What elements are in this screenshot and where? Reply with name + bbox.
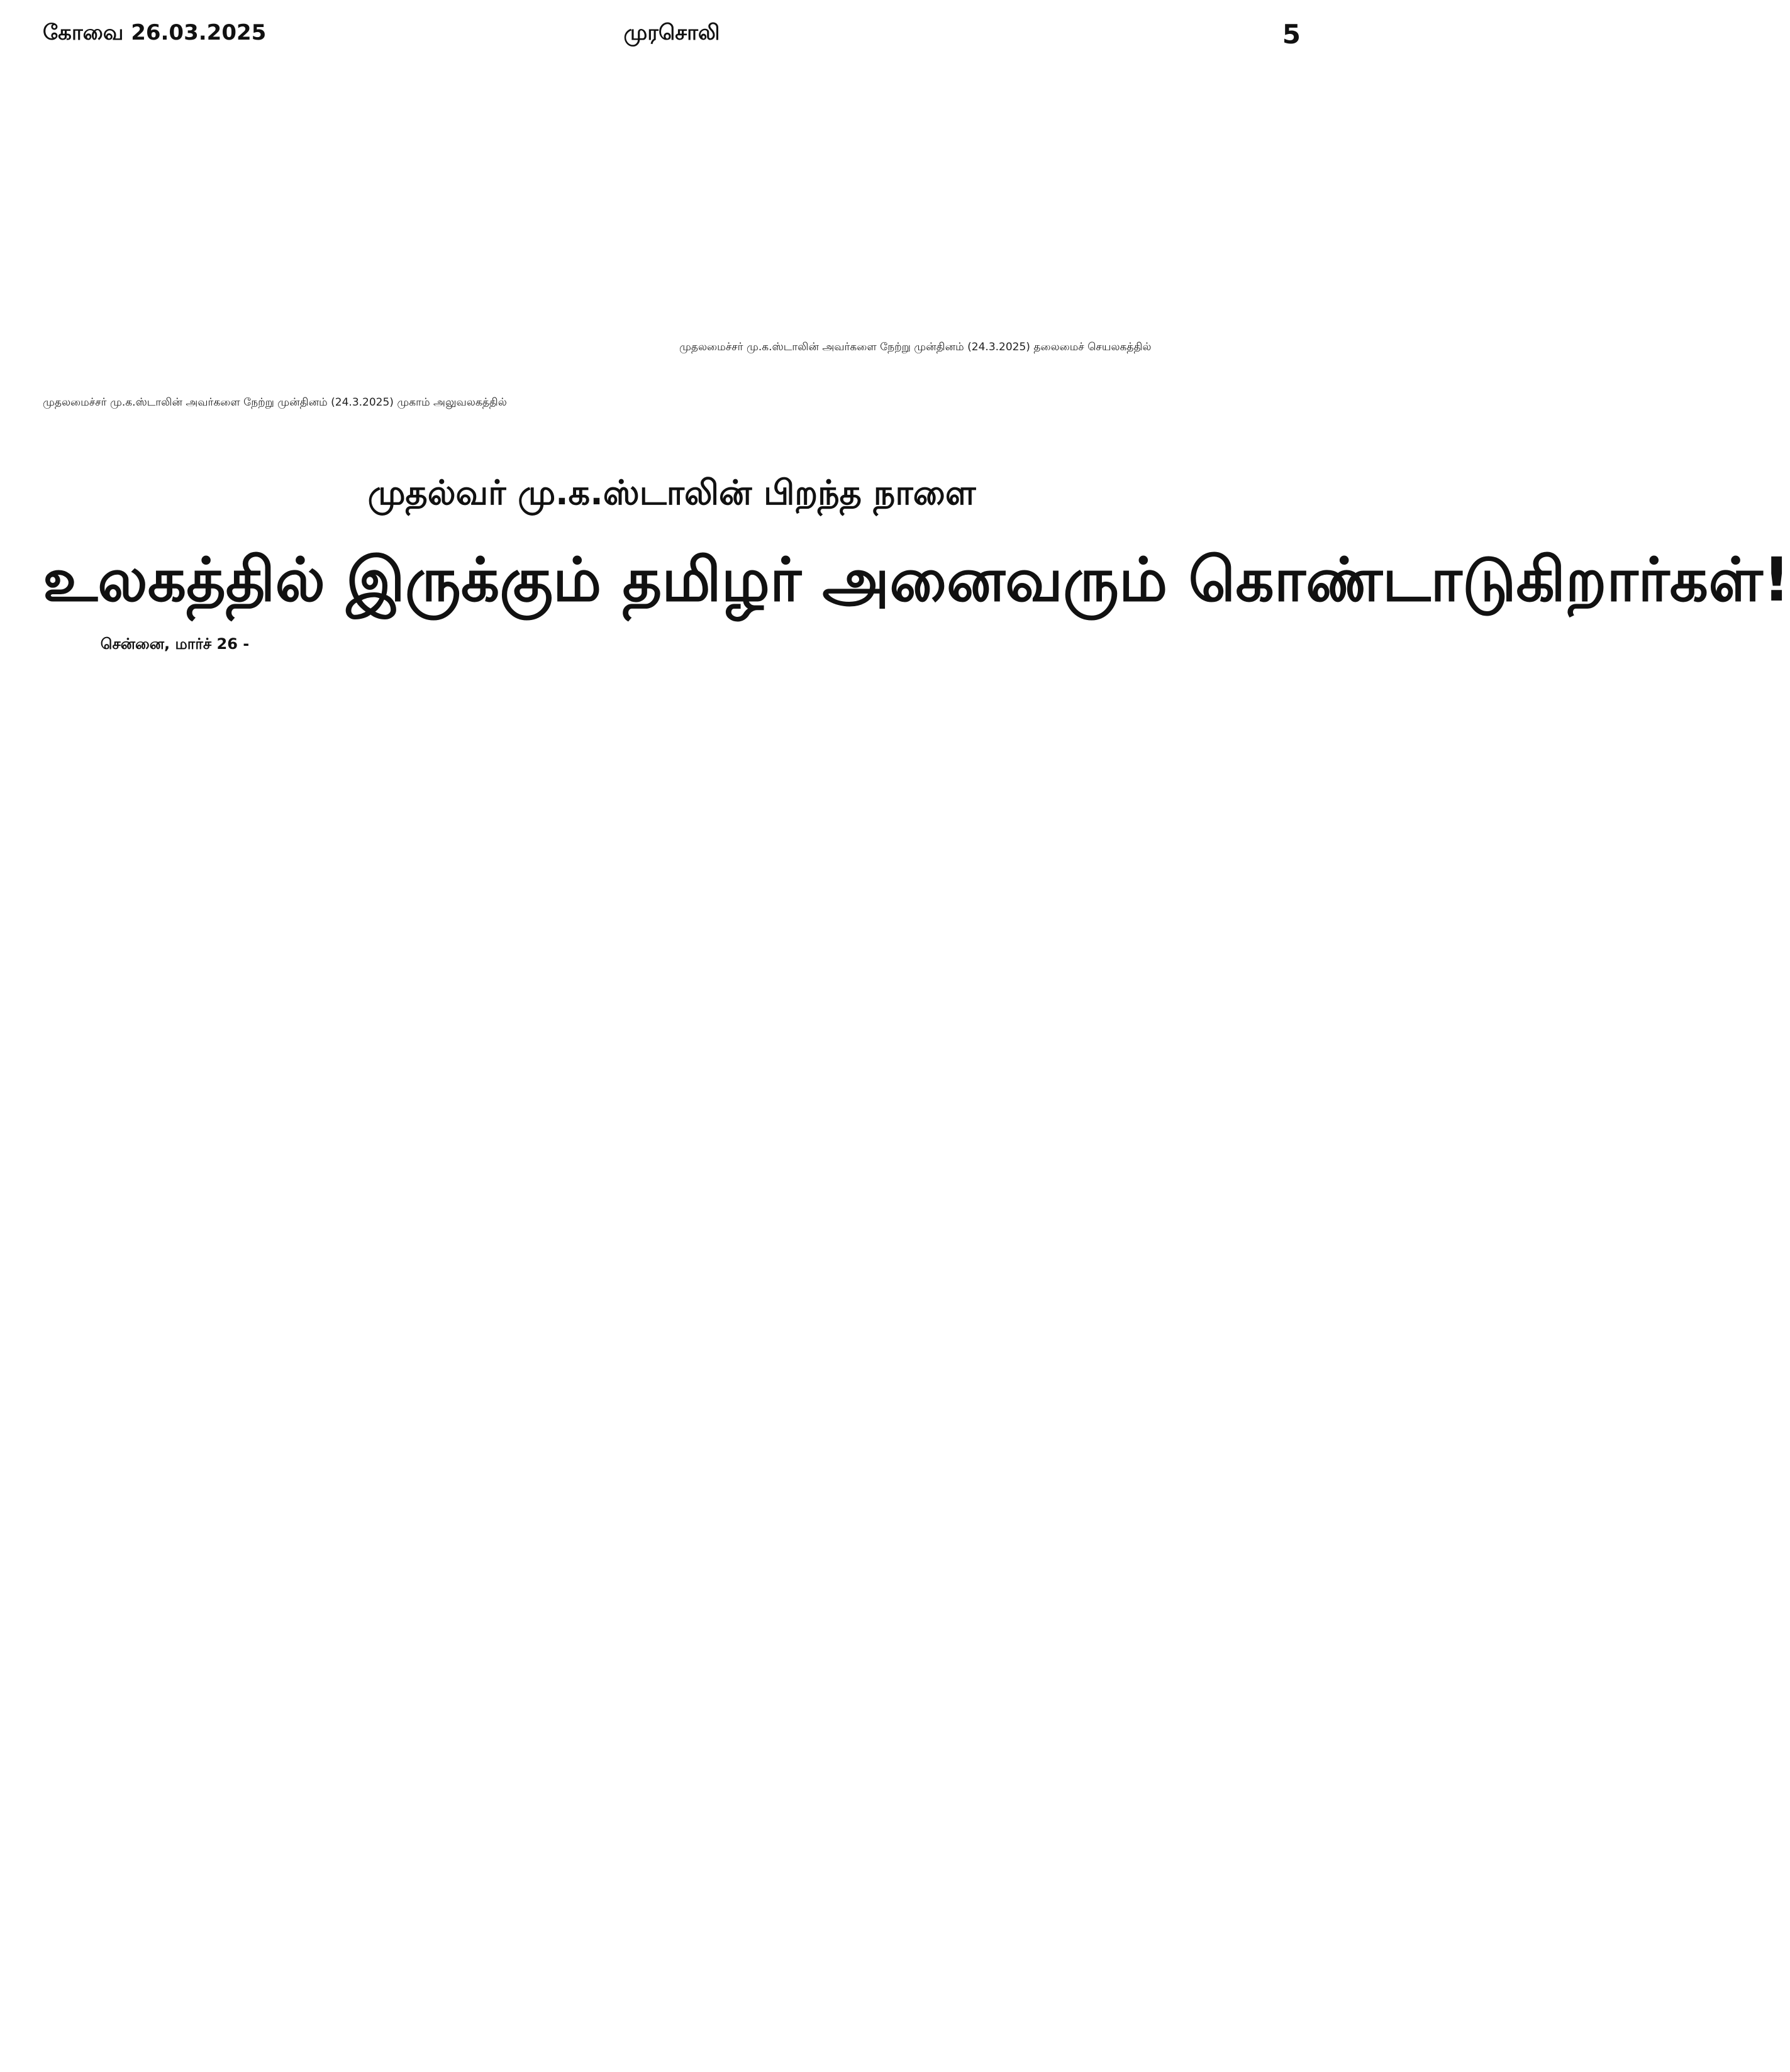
photo-caption-left: முதலமைச்சர் மு.க.ஸ்டாலின் அவர்களை நேற்று முன்தினம் (24.3.2025) முகாம் அலுவலகத்தில் xyxy=(43,396,507,409)
article-headline: உலகத்தில் இருக்கும் தமிழர் அனைவரும் கொண்டாடுகிறார்கள்! xyxy=(43,545,1790,615)
edition-date: கோவை 26.03.2025 xyxy=(43,20,267,45)
photo-caption-right: முதலமைச்சர் மு.க.ஸ்டாலின் அவர்களை நேற்று முன்தினம் (24.3.2025) தலைமைச் செயலகத்தில் xyxy=(679,341,1152,353)
masthead xyxy=(0,0,1343,68)
photo-area xyxy=(43,75,1301,327)
article-dateline: சென்னை, மார்ச் 26 - xyxy=(100,635,250,653)
page-number: 5 xyxy=(1282,18,1301,50)
paper-name: முரசொலி xyxy=(623,20,720,45)
article-kicker: முதல்வர் மு.க.ஸ்டாலின் பிறந்த நாளை xyxy=(367,473,976,512)
article-body xyxy=(43,660,1301,2044)
